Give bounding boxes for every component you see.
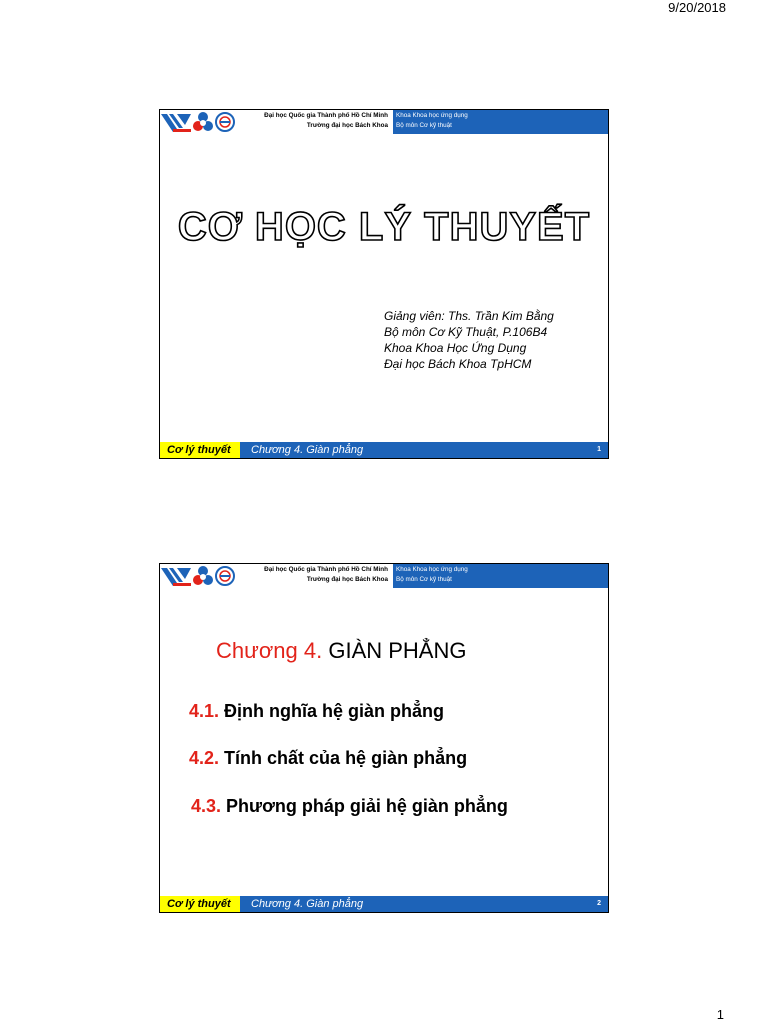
university-name: Đại học Quốc gia Thành phố Hồ Chí Minh Trường đại học Bách Khoa bbox=[264, 566, 388, 583]
slide-1 bbox=[159, 109, 609, 459]
faculty-logo-icon bbox=[215, 566, 235, 586]
toc-item: 4.2. Tính chất của hệ giàn phẳng bbox=[189, 748, 468, 768]
slide-2 bbox=[159, 563, 609, 913]
lecturer-line: Đại học Bách Khoa TpHCM bbox=[384, 357, 532, 371]
toc-item: 4.3. Phương pháp giải hệ giàn phẳng bbox=[191, 796, 508, 816]
faculty-name: Khoa Khoa học ứng dụng Bộ môn Cơ kỹ thuật bbox=[393, 110, 609, 134]
course-title: CƠ HỌC LÝ THUYẾT bbox=[177, 205, 591, 249]
logos bbox=[160, 564, 240, 588]
footer-course: Cơ lý thuyết bbox=[160, 442, 240, 458]
slide-header bbox=[160, 110, 608, 134]
footer-chapter: Chương 4. Giàn phẳng 1 bbox=[240, 442, 608, 458]
logos bbox=[160, 110, 240, 134]
footer-course: Cơ lý thuyết bbox=[160, 896, 240, 912]
university-name: Đại học Quốc gia Thành phố Hồ Chí Minh Trường đại học Bách Khoa bbox=[264, 112, 388, 129]
slide-number: 1 bbox=[597, 446, 601, 453]
slide-footer bbox=[160, 896, 608, 912]
chapter-title: Chương 4. GIÀN PHẲNG bbox=[216, 638, 467, 663]
lecturer-line: Giảng viên: Ths. Trần Kim Bằng bbox=[384, 309, 554, 323]
slide-number: 2 bbox=[597, 900, 601, 907]
faculty-logo-icon bbox=[215, 112, 235, 132]
vnu-logo-icon bbox=[161, 568, 191, 586]
toc-item: 4.1. Định nghĩa hệ giàn phẳng bbox=[189, 701, 445, 721]
print-date: 9/20/2018 bbox=[668, 0, 726, 15]
footer-chapter: Chương 4. Giàn phẳng 2 bbox=[240, 896, 608, 912]
faculty-name: Khoa Khoa học ứng dụng Bộ môn Cơ kỹ thuật bbox=[393, 564, 609, 588]
lecturer-line: Bộ môn Cơ Kỹ Thuật, P.106B4 bbox=[384, 325, 548, 339]
vnu-logo-icon bbox=[161, 114, 191, 132]
slide-footer bbox=[160, 442, 608, 458]
slide-header bbox=[160, 564, 608, 588]
hcmut-logo-icon bbox=[193, 111, 213, 133]
lecturer-line: Khoa Khoa Học Ứng Dụng bbox=[384, 341, 527, 355]
hcmut-logo-icon bbox=[193, 565, 213, 587]
page-number: 1 bbox=[716, 1007, 724, 1022]
lecturer-info bbox=[384, 308, 554, 372]
